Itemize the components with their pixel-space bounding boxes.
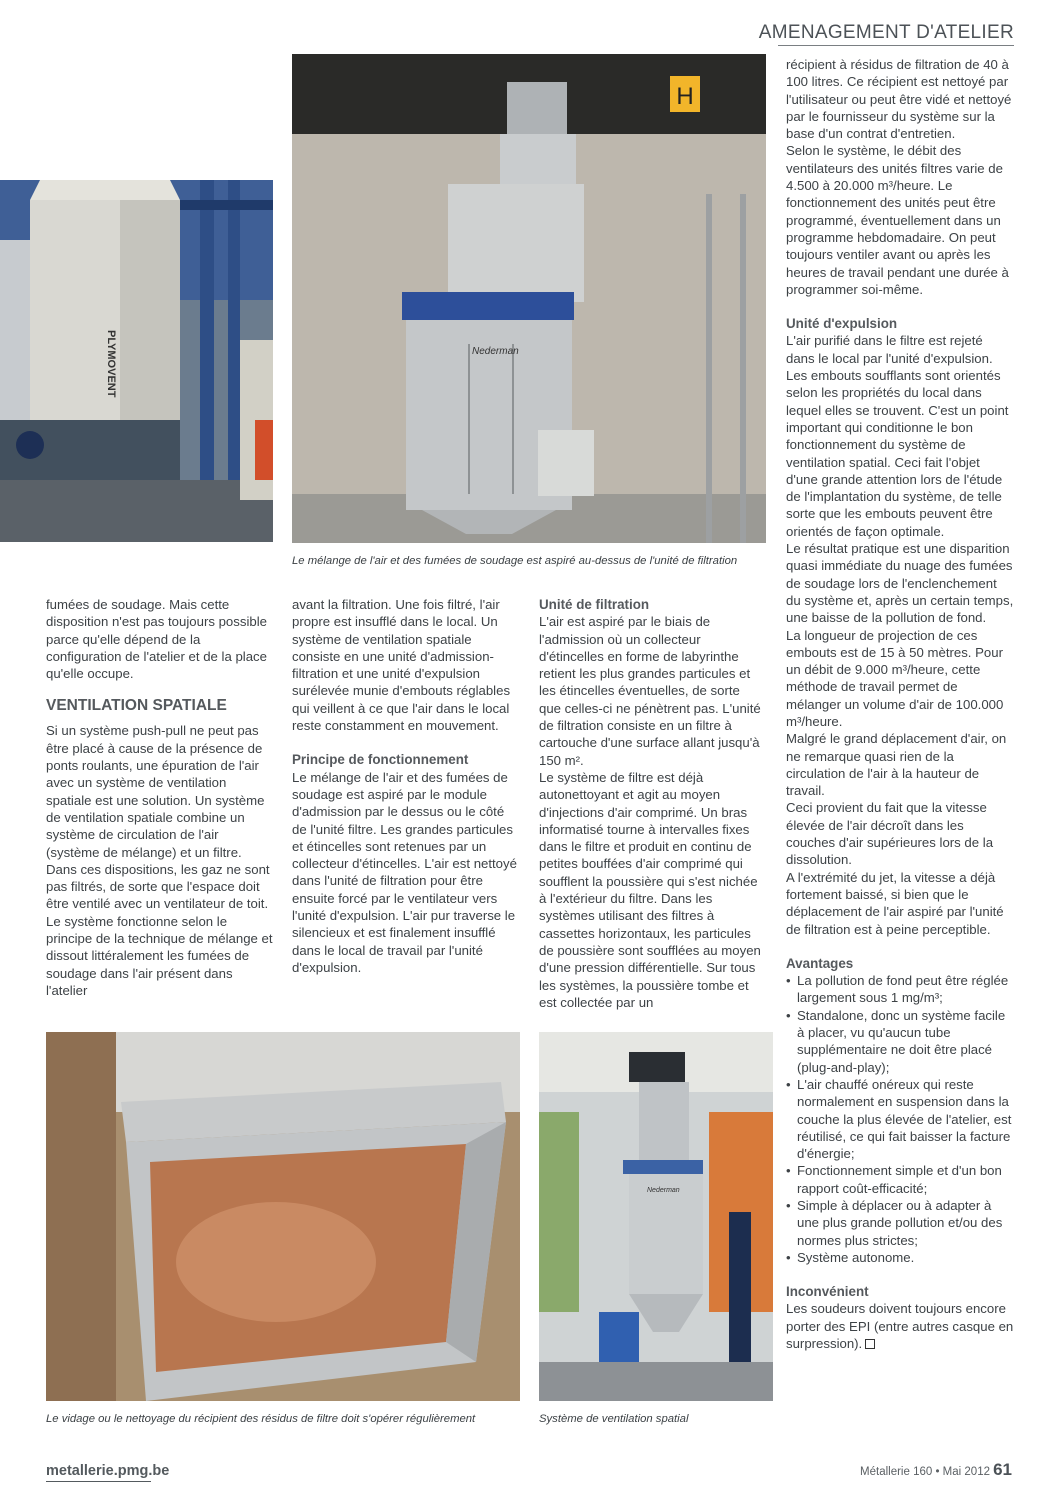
col4-paragraph-2: Selon le système, le débit des ventilateurs des unités filtres varie de 4.500 à 20.000 m³/heure. Le fonctionnement des unités peut être programmé, éventuellement dans un programme hebdomadaire. On peut toujours ventiler avant ou après les heures de travail pendant une durée à programmer soi-même. [786, 143, 1009, 297]
subheading-unite-expulsion: Unité d'expulsion [786, 316, 898, 332]
col4-paragraph-4: Le résultat pratique est une disparition quasi immédiate du nuage des fumées de soudage lors de l'enclenchement du système et, après un certain temps, une baisse de la pollution de fond. [786, 541, 1014, 626]
column-1 [46, 596, 274, 999]
subheading-principe: Principe de fonctionnement [292, 752, 469, 768]
photo-spatial-system [539, 1032, 773, 1401]
page-number: 61 [993, 1460, 1012, 1479]
list-item: • Fonctionnement simple et d'un bon rapport coût-efficacité; [786, 1162, 1014, 1197]
col2-paragraph-1: avant la filtration. Une fois filtré, l'air propre est insufflé dans le local. Un système de ventilation spatiale consiste en une unité d'admission-filtration et une unité d'expulsion surélevée munie d'embouts réglables qui veillent à ce que l'air dans le local reste constamment en mouvement. [292, 597, 511, 734]
col4-paragraph-6: Malgré le grand déplacement d'air, on ne remarque quasi rien de la circulation de l'air à la hauteur de travail. [786, 731, 1007, 799]
column-4 [786, 56, 1014, 1352]
subheading-inconvenient: Inconvénient [786, 1284, 869, 1300]
list-item: • Système autonome. [786, 1249, 1014, 1266]
col2-paragraph-2: Le mélange de l'air et des fumées de soudage est aspiré par le module d'admission par le dessus ou le côté de l'unité filtre. Les grandes particules et étincelles sont retenues par un collecteur d'étincelles. L'air est nettoyé dans l'unité de filtration pour être ensuite forcé par le ventilateur vers l'unité d'expulsion. L'air pur traverse le silencieux et est finalement insufflé dans le local de travail par l'unité d'expulsion. [292, 769, 517, 975]
section-rule [778, 45, 1014, 46]
spatial-caption: Système de ventilation spatial [539, 1413, 689, 1425]
spatial-brand-text: Nederman [647, 1187, 680, 1194]
list-item: • L'air chauffé onéreux qui reste normalement en suspension dans la couche la plus élevée de l'atelier, est réutilisé, ce qui fait baisser la facture d'énergie; [786, 1076, 1014, 1162]
footer-site-link[interactable]: metallerie.pmg.be [46, 1463, 170, 1479]
nederman-caption: Le mélange de l'air et des fumées de soudage est aspiré au-dessus de l'unité de filtration [292, 555, 738, 567]
nederman-illustration [292, 54, 766, 543]
section-title: AMENAGEMENT D'ATELIER [758, 22, 1014, 43]
heading-ventilation-spatiale: VENTILATION SPATIALE [46, 697, 227, 715]
column-2 [292, 596, 520, 976]
col4-paragraph-5: La longueur de projection de ces embouts est de 15 à 50 mètres. Pour un débit de 9.000 m³/heure, cette méthode de travail permet de mélanger un volume d'air de 100.000 m³/heure. [786, 627, 1004, 729]
inconvenient-text: Les soudeurs doivent toujours encore porter des EPI (entre autres casque en surpression). [786, 1301, 1014, 1352]
col4-paragraph-7: Ceci provient du fait que la vitesse élevée de l'air décroît dans les couches d'air supérieures lors de la dissolution. [786, 800, 994, 868]
advantages-list [786, 972, 1014, 1266]
subheading-avantages: Avantages [786, 955, 854, 971]
col3-paragraph-2: Le système de filtre est déjà autonettoyant et agit au moyen d'injections d'air comprimé. Un bras informatisé tourne à intervalles fixes dans le filtre et produit en continu de petites bouffées d'air comprimé qui soufflent la poussière qui s'est nichée à l'extérieur du filtre. Dans les systèmes utilisant des filtres à cassettes horizontaux, les particules de poussière sont soufflées au moyen d'une pression différentielle. Sur tous les systèmes, la poussière tombe et est collectée par un [539, 769, 761, 1010]
residue-bin-illustration [46, 1032, 520, 1401]
end-of-article-icon [865, 1339, 875, 1349]
bin-caption: Le vidage ou le nettoyage du récipient des résidus de filtre doit s'opérer régulièrement [46, 1413, 476, 1425]
footer-link-underline [46, 1481, 151, 1482]
plymovent-illustration [0, 180, 273, 542]
photo-plymovent [0, 180, 273, 542]
photo-residue-bin [46, 1032, 520, 1401]
footer-issue: Métallerie 160 • Mai 2012 [860, 1466, 990, 1478]
col4-paragraph-8: A l'extrémité du jet, la vitesse a déjà fortement baissé, si bien que le déplacement de l'air aspiré par l'unité de filtration est à peine perceptible. [786, 869, 1004, 937]
photo-nederman [292, 54, 766, 543]
plymovent-brand-text: PLYMOVENT [105, 330, 117, 398]
nederman-brand-text: Nederman [472, 346, 519, 357]
col4-paragraph-9 [786, 1300, 1014, 1352]
subheading-unite-filtration: Unité de filtration [539, 597, 650, 612]
list-item: • Simple à déplacer ou à adapter à une plus grande pollution et/ou des normes plus strictes; [786, 1197, 1014, 1249]
hall-sign-letter: H [676, 83, 694, 110]
col3-paragraph-1: L'air est aspiré par le biais de l'admission où un collecteur d'étincelles en forme de labyrinthe retient les plus grandes particules et les étincelles éventuelles, de sorte que celles-ci ne pénètrent pas. L'unité de filtration consiste en un filtre à cartouche d'une surface allant jusqu'à 150 m². [539, 614, 761, 768]
col4-paragraph-3: L'air purifié dans le filtre est rejeté dans le local par l'unité d'expulsion. Les embouts soufflants sont orientés selon les propriétés du local dans lequel elles se trouvent. C'est un point important qui conditionne le bon fonctionnement du système de ventilation spatial. Ceci fait l'objet d'une grande attention lors de l'étude de l'implantation du système, de telle sorte que les embouts peuvent être orientés de façon optimale. [786, 333, 1009, 539]
spatial-system-illustration [539, 1032, 773, 1401]
column-3 [539, 596, 761, 1011]
list-item: • La pollution de fond peut être réglée largement sous 1 mg/m³; [786, 972, 1014, 1007]
list-item: • Standalone, donc un système facile à placer, vu qu'aucun tube supplémentaire ne doit être placé (plug-and-play); [786, 1007, 1014, 1076]
col4-paragraph-1: récipient à résidus de filtration de 40 à 100 litres. Ce récipient est nettoyé par l'utilisateur ou peut être vidé et nettoyé par le fournisseur du système sur la base d'un contrat d'entretien. [786, 57, 1012, 142]
col1-paragraph-1: fumées de soudage. Mais cette disposition n'est pas toujours possible parce qu'elle dépend de la configuration de l'atelier et de la place qu'elle occupe. [46, 597, 267, 682]
col1-paragraph-2: Si un système push-pull ne peut pas être placé à cause de la présence de ponts roulants, une épuration de l'air avec un système de ventilation spatiale est une solution. Un système de ventilation spatiale combine un système de circulation de l'air (système de mélange) et un filtre. Dans ces dispositions, les gaz ne sont pas filtrés, de sorte que l'espace doit être ventilé avec un ventilateur de toit. Le système fonctionne selon le principe de la technique de mélange et dissout littéralement les fumées de soudage dans l'air présent dans l'atelier [46, 723, 273, 998]
